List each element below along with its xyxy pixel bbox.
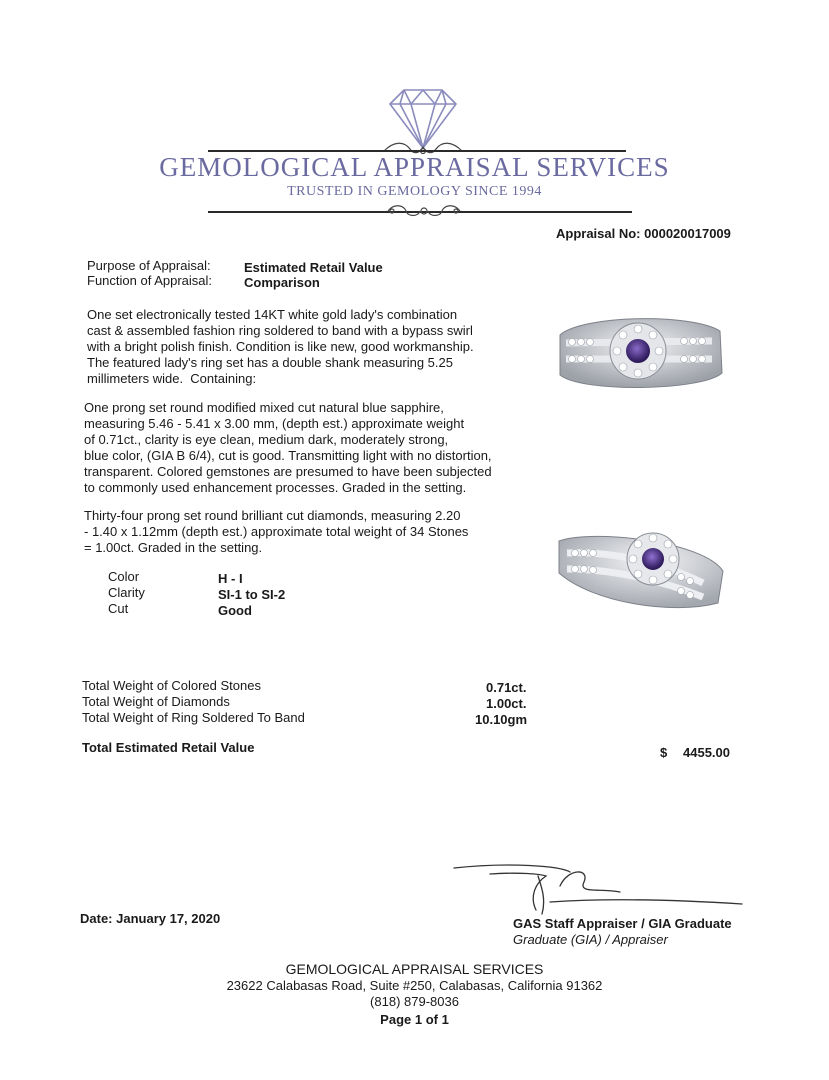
sapphire-paragraph	[84, 400, 492, 496]
signature	[450, 858, 750, 920]
scroll-ornament-icon	[382, 201, 466, 221]
appraiser-title: GAS Staff Appraiser / GIA Graduate	[513, 916, 732, 931]
description-line: One set electronically tested 14KT white gold lady's combination	[87, 307, 458, 322]
retail-currency: $	[660, 745, 668, 760]
company-tagline: TRUSTED IN GEMOLOGY SINCE 1994	[287, 184, 542, 199]
description-line: with a bright polish finish. Condition is like new, good workmanship.	[87, 339, 474, 354]
company-title: GEMOLOGICAL APPRAISAL SERVICES	[159, 152, 670, 182]
sapphire-line: One prong set round modified mixed cut natural blue sapphire,	[84, 400, 444, 415]
sapphire-line: blue color, (GIA B 6/4), cut is good. Transmitting light with no distortion,	[84, 448, 492, 463]
grade-color-value: H - I	[218, 571, 243, 586]
function-value: Comparison	[244, 275, 320, 290]
appraiser-subtitle: Graduate (GIA) / Appraiser	[513, 932, 668, 947]
total-ring-value: 10.10gm	[475, 712, 528, 727]
ring-photo-angle	[553, 511, 728, 621]
retail-amount: 4455.00	[683, 745, 730, 760]
grade-clarity-label: Clarity	[108, 585, 145, 600]
purpose-value: Estimated Retail Value	[244, 260, 383, 275]
grade-cut-label: Cut	[108, 601, 129, 616]
footer-company: GEMOLOGICAL APPRAISAL SERVICES	[285, 961, 544, 977]
description-line: The featured lady's ring set has a double shank measuring 5.25	[87, 355, 453, 370]
footer-address: 23622 Calabasas Road, Suite #250, Calabasas, California 91362	[226, 978, 603, 993]
sapphire-line: of 0.71ct., clarity is eye clean, medium dark, moderately strong,	[84, 432, 449, 447]
ring-photo-front	[552, 295, 727, 405]
page-indicator: Page 1 of 1	[380, 1012, 449, 1027]
diamonds-paragraph	[84, 508, 468, 556]
appraisal-number: Appraisal No: 000020017009	[556, 226, 731, 241]
description-line: millimeters wide. Containing:	[87, 371, 257, 386]
function-label: Function of Appraisal:	[87, 273, 213, 288]
grade-color-label: Color	[108, 569, 140, 584]
total-colored-value: 0.71ct.	[486, 680, 527, 695]
diamonds-line: - 1.40 x 1.12mm (depth est.) approximate total weight of 34 Stones	[84, 524, 469, 539]
retail-value-label: Total Estimated Retail Value	[82, 740, 255, 755]
total-diamonds-value: 1.00ct.	[486, 696, 527, 711]
footer-phone: (818) 879-8036	[370, 994, 459, 1009]
sapphire-line: transparent. Colored gemstones are presumed to have been subjected	[84, 464, 492, 479]
diamonds-line: Thirty-four prong set round brilliant cut diamonds, measuring 2.20	[84, 508, 461, 523]
appraisal-date: Date: January 17, 2020	[80, 911, 221, 926]
sapphire-line: measuring 5.46 - 5.41 x 3.00 mm, (depth est.) approximate weight	[84, 416, 465, 431]
total-diamonds-label: Total Weight of Diamonds	[82, 694, 230, 709]
total-colored-label: Total Weight of Colored Stones	[82, 678, 261, 693]
description-line: cast & assembled fashion ring soldered to band with a bypass swirl	[87, 323, 473, 338]
diamonds-line: = 1.00ct. Graded in the setting.	[84, 540, 263, 555]
grade-cut-value: Good	[218, 603, 252, 618]
grade-clarity-value: SI-1 to SI-2	[218, 587, 286, 602]
total-ring-label: Total Weight of Ring Soldered To Band	[82, 710, 305, 725]
sapphire-line: to commonly used enhancement processes. Graded in the setting.	[84, 480, 467, 495]
purpose-label: Purpose of Appraisal:	[87, 258, 211, 273]
description-paragraph	[87, 307, 474, 387]
